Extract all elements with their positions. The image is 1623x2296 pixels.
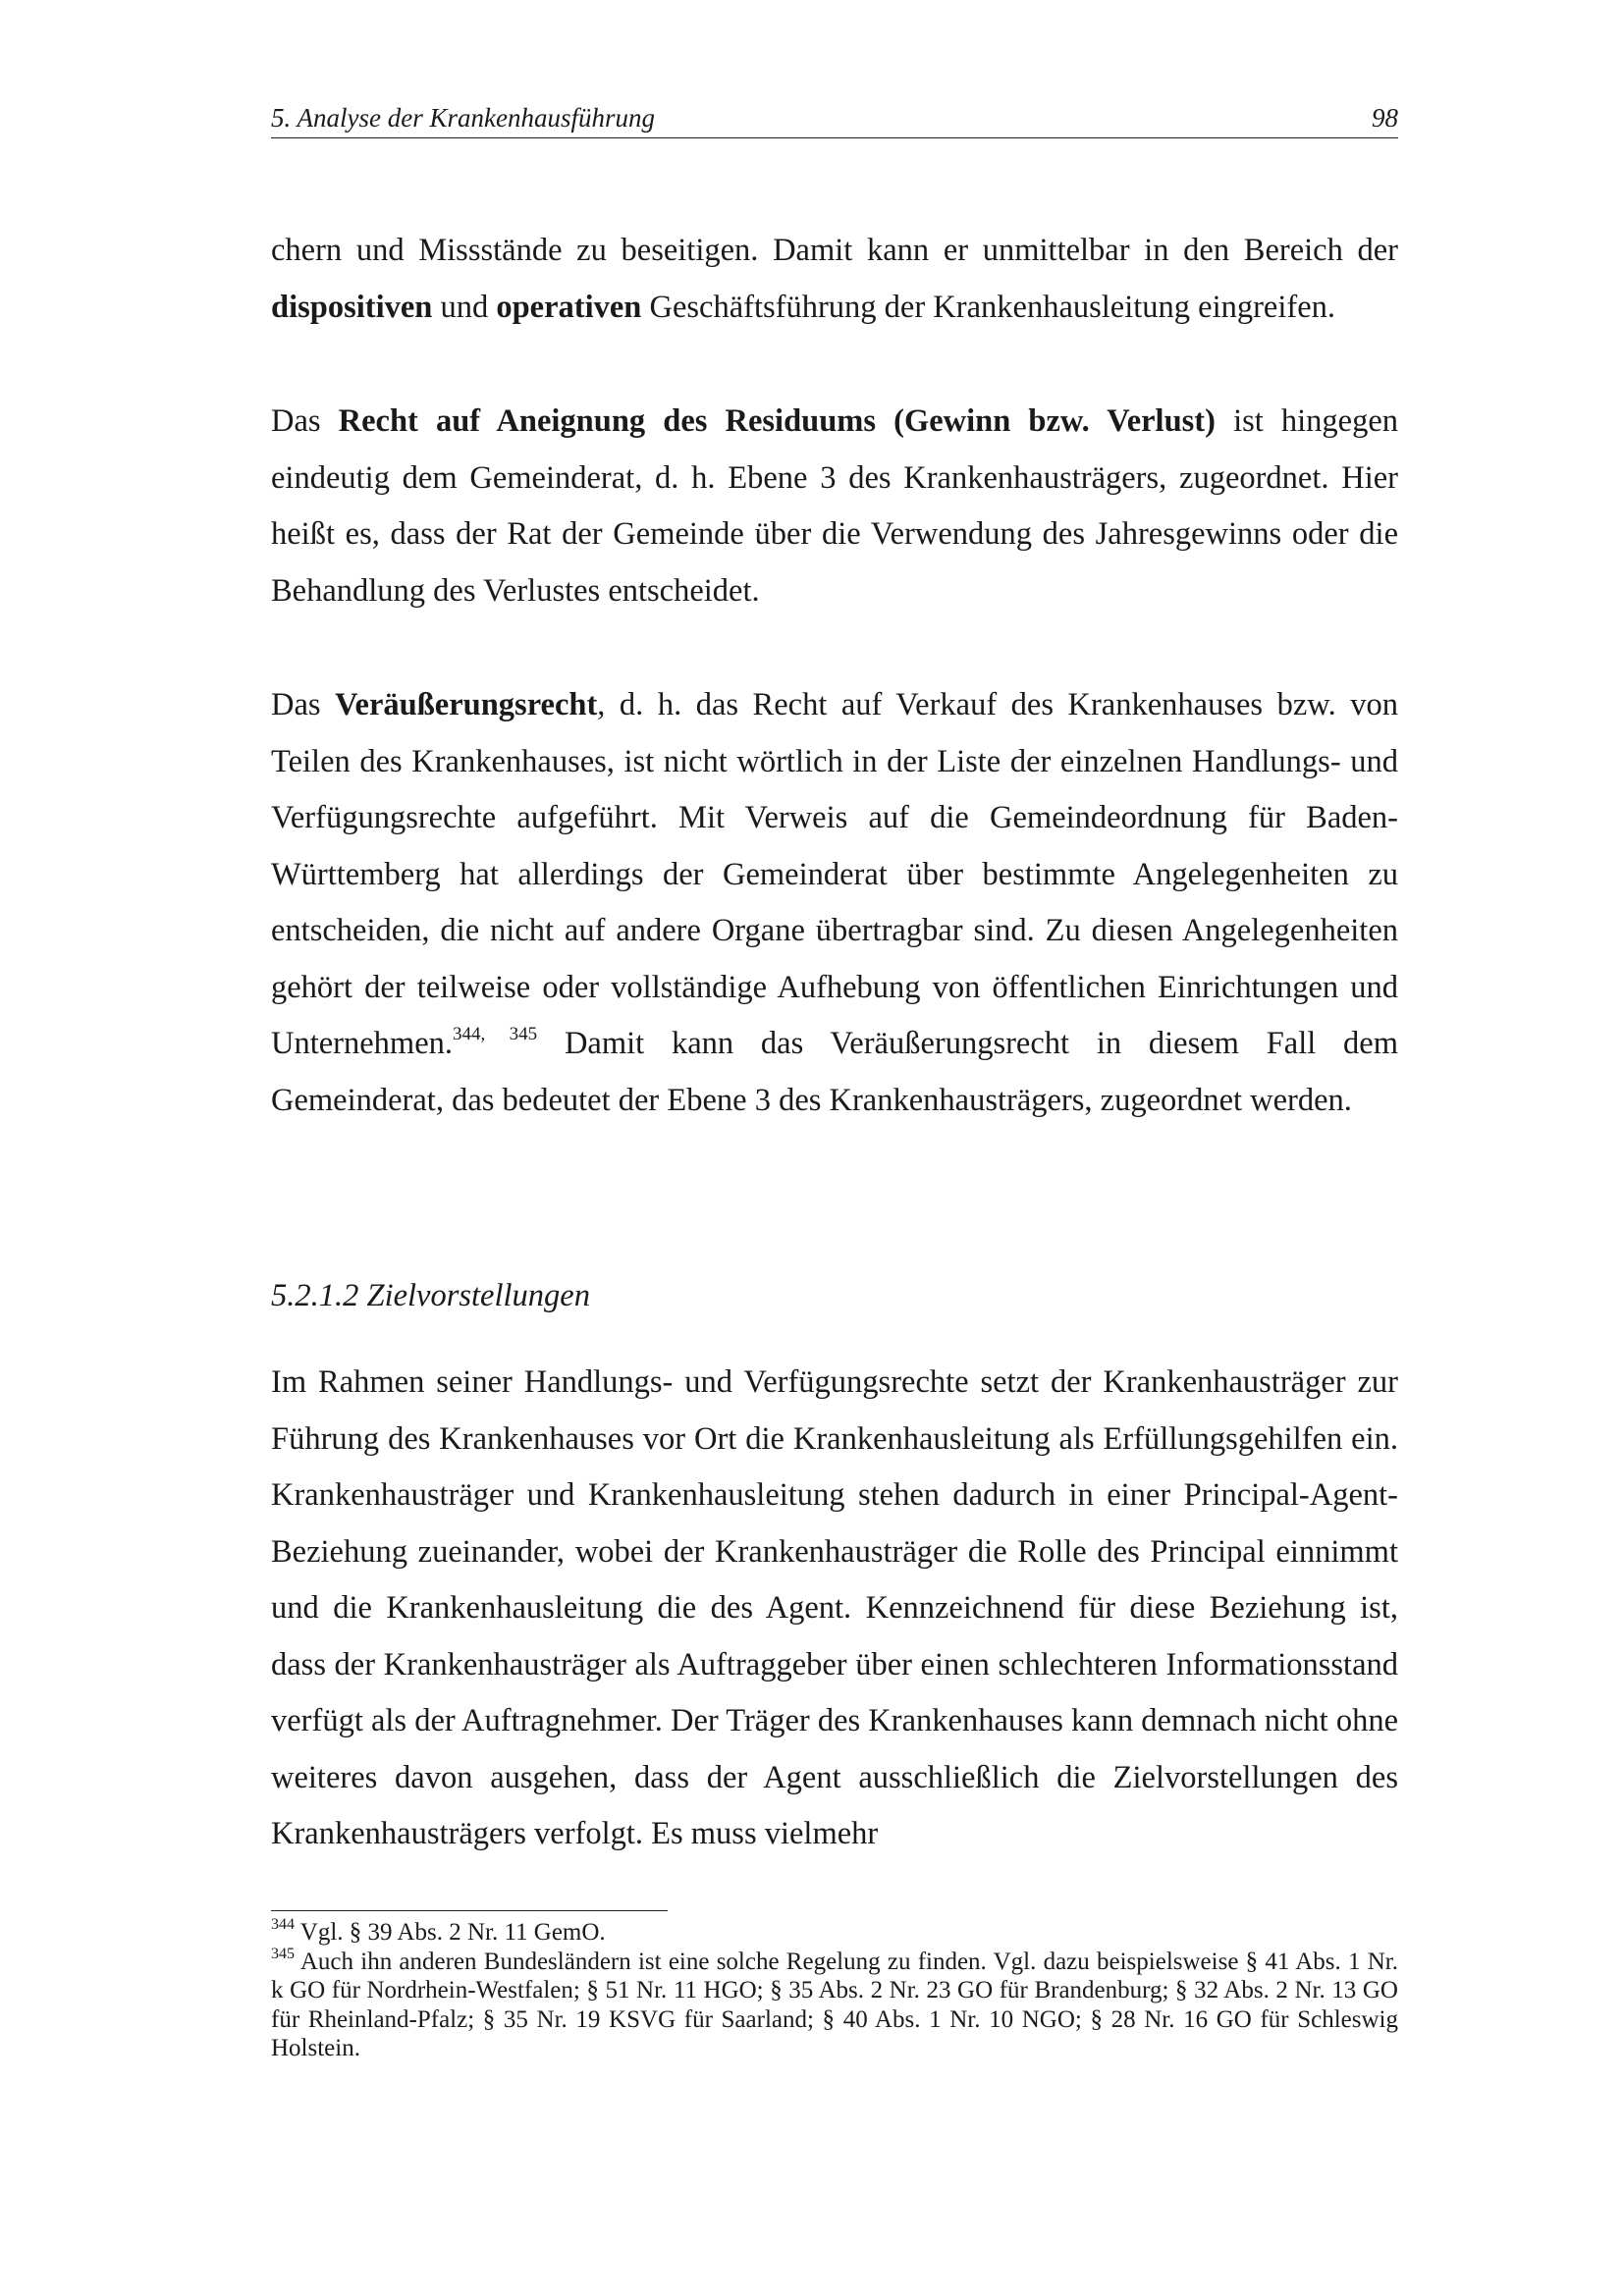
paragraph-4: Im Rahmen seiner Handlungs- und Verfügungsrechte setzt der Krankenhausträger zur Führung des Krankenhauses vor Ort die Krankenhausleitung als Erfüllungsgehilfen ein. Krankenhausträger und Krankenhausleitung stehen dadurch in einer Principal-Agent-Beziehung zueinander, wobei der Krankenhausträger die Rolle des Principal einnimmt und die Krankenhausleitung die des Agent. Kennzeichnend für diese Beziehung ist, dass der Krankenhausträger als Auftraggeber über einen schlechteren Informationsstand verfügt als der Auftragnehmer. Der Träger des Krankenhauses kann demnach nicht ohne weiteres davon ausgehen, dass der Agent ausschließlich die Zielvorstellungen des Krankenhausträgers verfolgt. Es muss vielmehr — [271, 1364, 1398, 1851]
body-text-block-2 — [271, 394, 1398, 619]
paragraph-2 — [271, 394, 1398, 619]
body-text-block-3 — [271, 677, 1398, 1129]
footnote-345 — [271, 1945, 1398, 2063]
text-run: chern und Missstände zu beseitigen. Damit kann er unmittelbar in den Bereich der — [271, 233, 1398, 268]
footnote-text: Auch ihn anderen Bundesländern ist eine solche Regelung zu finden. Vgl. dazu beispielsweise § 41 Abs. 1 Nr. k GO für Nordrhein-Westfalen; § 51 Nr. 11 HGO; § 35 Abs. 2 Nr. 23 GO für Brandenburg; § 32 Abs. 2 Nr. 13 GO für Rheinland-Pfalz; § 35 Nr. 19 KSVG für Saarland; § 40 Abs. 1 Nr. 10 NGO; § 28 Nr. 16 GO für Schleswig Holstein. — [271, 1948, 1398, 2061]
bold-term-operativen: operativen — [496, 289, 642, 325]
text-run: Geschäftsführung der Krankenhausleitung eingreifen. — [641, 289, 1336, 325]
footnote-344 — [271, 1918, 1398, 1948]
text-run: Damit kann das Veräußerungsrecht in diesem Fall dem Gemeinderat, das bedeutet der Ebene 3 des Krankenhausträgers, zugeordnet werden. — [271, 1026, 1399, 1118]
text-run: und — [432, 289, 497, 325]
text-run: ist hingegen eindeutig dem Gemeinderat, d. h. Ebene 3 des Krankenhausträgers, zugeordnet. Hier heißt es, dass der Rat der Gemeinde über die Verwendung des Jahresgewinns oder die Behandlung des Verlustes entscheidet. — [271, 403, 1399, 609]
paragraph-3 — [271, 677, 1398, 1129]
text-run: Das — [271, 687, 336, 722]
paragraph-1 — [271, 223, 1398, 336]
running-header — [271, 98, 1398, 138]
footnote-divider — [271, 1910, 668, 1911]
bold-term-veraeusserungsrecht: Veräußerungsrecht — [335, 687, 598, 722]
footnote-reference[interactable]: 344, 345 — [453, 1024, 538, 1044]
footnotes — [271, 1918, 1398, 2063]
bold-term-residuum: Recht auf Aneignung des Residuums (Gewinn bzw. Verlust) — [338, 403, 1216, 439]
bold-term-dispositiven: dispositiven — [271, 289, 433, 325]
page-number: 98 — [1372, 103, 1398, 133]
body-text-block-4 — [271, 1355, 1398, 1863]
footnote-number: 345 — [271, 1945, 295, 1962]
footnote-text: Vgl. § 39 Abs. 2 Nr. 11 GemO. — [295, 1919, 606, 1946]
body-text-block-1 — [271, 223, 1398, 336]
section-heading: 5.2.1.2 Zielvorstellungen — [271, 1278, 590, 1313]
text-run: , d. h. das Recht auf Verkauf des Krankenhauses bzw. von Teilen des Krankenhauses, ist nicht wörtlich in der Liste der einzelnen Handlungs- und Verfügungsrechte aufgeführt. Mit Verweis auf die Gemeindeordnung für Baden-Württemberg hat allerdings der Gemeinderat über bestimmte Angelegenheiten zu entscheiden, die nicht auf andere Organe übertragbar sind. Zu diesen Angelegenheiten gehört der teilweise oder vollständige Aufhebung von öffentlichen Einrichtungen und Unternehmen. — [271, 687, 1398, 1061]
chapter-title: 5. Analyse der Krankenhausführung — [271, 103, 655, 133]
text-run: Das — [271, 403, 339, 439]
footnote-number: 344 — [271, 1916, 295, 1933]
